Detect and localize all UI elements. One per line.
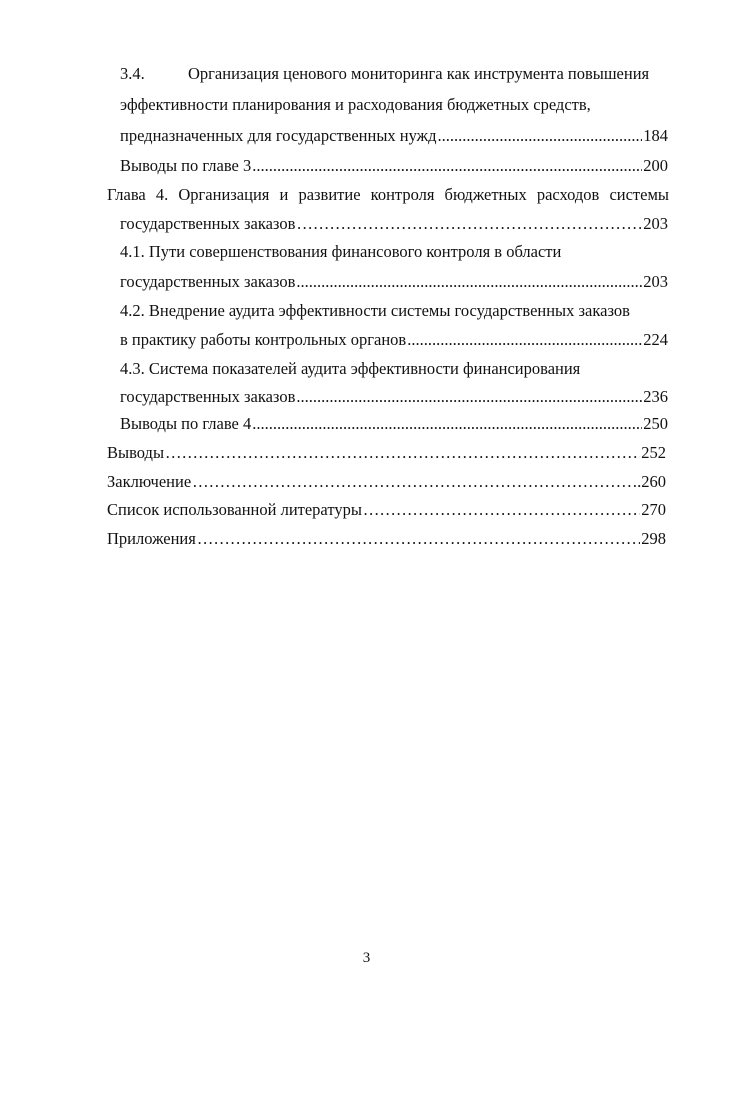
- page-number: 3: [362, 950, 371, 966]
- toc-page-number: 298: [641, 529, 666, 548]
- dot-leader: [192, 472, 636, 492]
- toc-page-number: 270: [641, 500, 666, 519]
- toc-entry-3-4-line3: [120, 126, 668, 148]
- toc-entry-conclusions-ch4: [120, 414, 668, 436]
- toc-entry-title: 4.1. Пути совершенствования финансового контроля в области: [120, 242, 562, 261]
- toc-entry-references: [107, 500, 666, 522]
- toc-entry-title: Выводы: [107, 443, 165, 462]
- toc-entry-conclusions: [107, 443, 666, 465]
- dot-leader: [252, 156, 642, 176]
- toc-entry-title: Приложения: [107, 529, 196, 548]
- toc-entry-4-1-line1: [120, 242, 670, 264]
- toc-entry-title: 4.2. Внедрение аудита эффективности системы государственных заказов: [120, 301, 630, 320]
- dot-leader: [437, 126, 642, 146]
- toc-entry-4-1-line2: [120, 272, 668, 294]
- toc-entry-title: Список использованной литературы: [107, 500, 362, 519]
- dot-leader: [407, 330, 642, 350]
- toc-entry-title: государственных заказов: [120, 387, 296, 406]
- dot-leader: [296, 214, 642, 234]
- toc-entry-chapter-4-line1: [107, 185, 669, 207]
- toc-page-number: 203: [643, 272, 668, 291]
- toc-page-number: 203: [643, 214, 668, 233]
- toc-entry-title: Выводы по главе 4: [120, 414, 252, 433]
- toc-entry-4-2-line2: [120, 330, 668, 352]
- dot-leader: [165, 443, 640, 463]
- dot-leader: [363, 500, 640, 520]
- toc-entry-title: в практику работы контрольных органов: [120, 330, 407, 349]
- dot-leader: [252, 414, 642, 434]
- toc-entry-3-4-line2: [120, 95, 670, 117]
- dot-leader: [197, 529, 640, 549]
- toc-page-number: 224: [643, 330, 668, 349]
- toc-entry-title: Выводы по главе 3: [120, 156, 252, 175]
- toc-entry-title: 4.3. Система показателей аудита эффективности финансирования: [120, 359, 581, 378]
- toc-page-number: .260: [637, 472, 666, 491]
- toc-entry-title: Глава 4. Организация и развитие контроля бюджетных расходов системы: [107, 185, 669, 204]
- toc-page-number: 236: [643, 387, 668, 406]
- toc-entry-title: государственных заказов: [120, 272, 296, 291]
- toc-entry-title: эффективности планирования и расходования бюджетных средств,: [120, 95, 591, 114]
- toc-entry-title: предназначенных для государственных нужд: [120, 126, 437, 145]
- toc-entry-4-3-line1: [120, 359, 670, 381]
- toc-entry-conclusions-ch3: [120, 156, 668, 178]
- toc-entry-appendices: [107, 529, 666, 551]
- toc-entry-3-4-line1: [120, 64, 670, 86]
- toc-page-number: 250: [643, 414, 668, 433]
- toc-page-number: 252: [641, 443, 666, 462]
- toc-entry-title: государственных заказов: [120, 214, 296, 233]
- toc-entry-chapter-4-line2: [120, 214, 668, 236]
- toc-page-number: 200: [643, 156, 668, 175]
- toc-entry-4-3-line2: [120, 387, 668, 409]
- toc-entry-4-2-line1: [120, 301, 672, 323]
- toc-page-number: 184: [643, 126, 668, 145]
- dot-leader: [296, 387, 642, 407]
- toc-entry-final: [107, 472, 666, 494]
- toc-entry-title: Организация ценового мониторинга как инструмента повышения: [188, 64, 650, 83]
- dot-leader: [296, 272, 642, 292]
- toc-entry-number: 3.4.: [120, 64, 145, 83]
- toc-entry-title: Заключение: [107, 472, 192, 491]
